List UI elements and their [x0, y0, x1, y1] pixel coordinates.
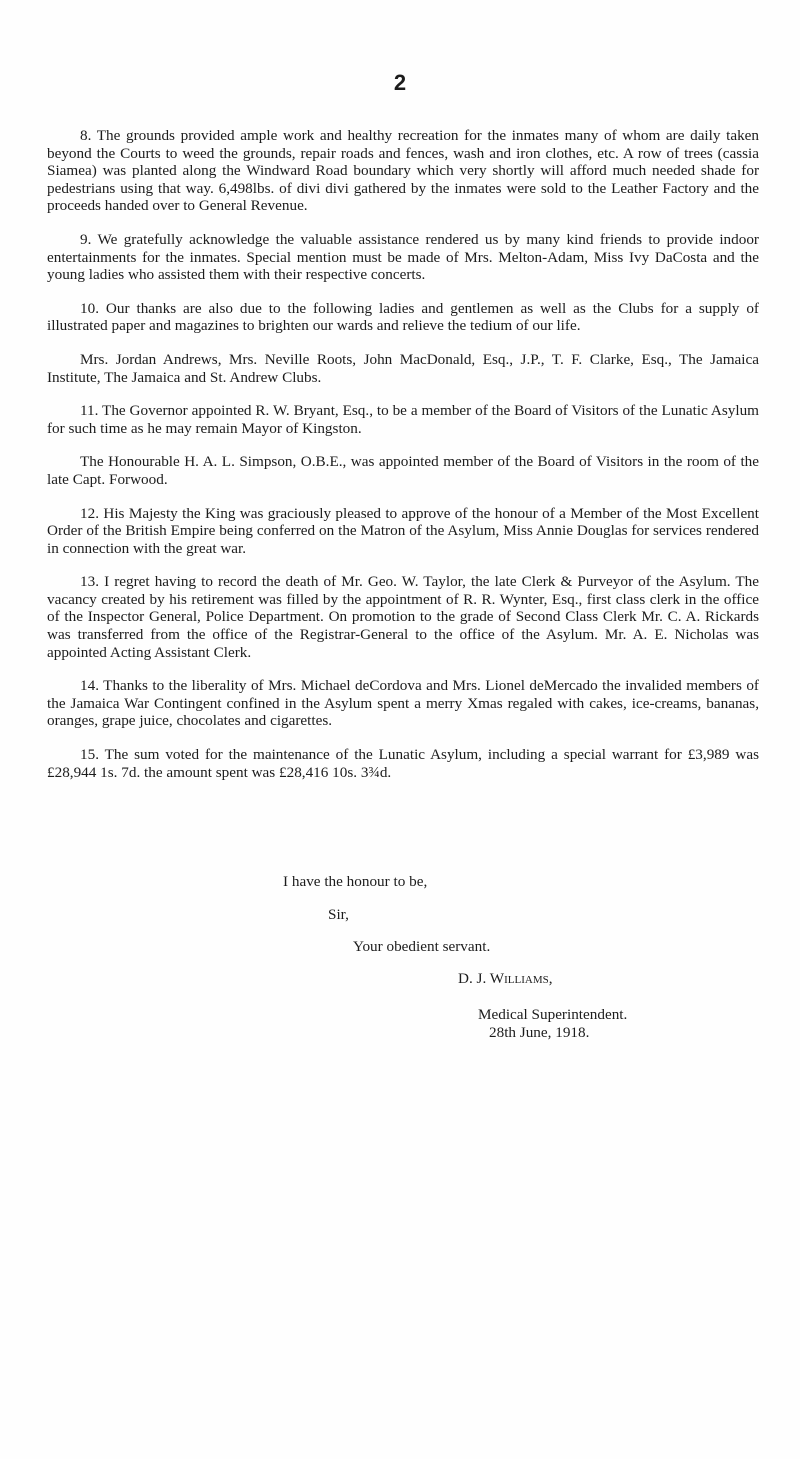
paragraph-11-simpson: The Honourable H. A. L. Simpson, O.B.E., was appointed member of the Board of Visitors in the room of the late Capt. Forwood.	[47, 453, 759, 488]
paragraph-10-names: Mrs. Jordan Andrews, Mrs. Neville Roots, John MacDonald, Esq., J.P., T. F. Clarke, Esq., The Jamaica Institute, The Jamaica and St. Andrew Clubs.	[47, 350, 759, 386]
paragraph-12: 12. His Majesty the King was graciously pleased to approve of the honour of a Member of the Most Excellent Order of the British Empire being conferred on the Matron of the Asylum, Miss Annie Douglas for services rendered in connection with the great war.	[47, 504, 759, 557]
page-number: 2	[393, 70, 407, 95]
report-body	[47, 127, 759, 797]
paragraph-14: 14. Thanks to the liberality of Mrs. Michael deCordova and Mrs. Lionel deMercado the invalided members of the Jamaica War Contingent confined in the Asylum spent a merry Xmas regaled with cakes, ice-creams, bananas, oranges, grape juice, chocolates and cigarettes.	[47, 677, 759, 730]
paragraph-13: 13. I regret having to record the death of Mr. Geo. W. Taylor, the late Clerk & Purveyor of the Asylum. The vacancy created by his retirement was filled by the appointment of R. R. Wynter, Esq., first class clerk in the office of the Inspector General, Police Department. On promotion to the grade of Second Class Clerk Mr. C. A. Rickards was transferred from the office of the Registrar-General to the office of the Asylum. Mr. A. E. Nicholas was appointed Acting Assistant Clerk.	[47, 573, 759, 661]
paragraph-8: 8. The grounds provided ample work and healthy recreation for the inmates many of whom are daily taken beyond the Courts to weed the grounds, repair roads and fences, wash and iron clothes, etc. A row of trees (cassia Siamea) was planted along the Windward Road boundary which very shortly will afford much needed shade for pedestrians using that way. 6,498lbs. of divi divi gathered by the inmates were sold to the Leather Factory and the proceeds handed over to General Revenue.	[47, 127, 759, 215]
report-date: 28th June, 1918.	[489, 1024, 590, 1041]
signature-name: D. J. Williams,	[458, 970, 553, 987]
signatory-title: Medical Superintendent.	[478, 1006, 628, 1023]
closing-salutation: I have the honour to be,	[283, 873, 428, 890]
closing-sir: Sir,	[328, 906, 349, 923]
closing-servant: Your obedient servant.	[353, 938, 491, 955]
paragraph-10: 10. Our thanks are also due to the following ladies and gentlemen as well as the Clubs for a supply of illustrated paper and magazines to brighten our wards and relieve the tedium of our life.	[47, 299, 759, 335]
paragraph-9: 9. We gratefully acknowledge the valuable assistance rendered us by many kind friends to provide indoor entertainments for the inmates. Special mention must be made of Mrs. Melton-Adam, Miss Ivy DaCosta and the young ladies who assisted them with their respective concerts.	[47, 230, 759, 284]
paragraph-11: 11. The Governor appointed R. W. Bryant, Esq., to be a member of the Board of Visitors of the Lunatic Asylum for such time as he may remain Mayor of Kingston.	[47, 402, 759, 437]
paragraph-15: 15. The sum voted for the maintenance of the Lunatic Asylum, including a special warrant for £3,989 was £28,944 1s. 7d. the amount spent was £28,416 10s. 3¾d.	[47, 746, 759, 781]
